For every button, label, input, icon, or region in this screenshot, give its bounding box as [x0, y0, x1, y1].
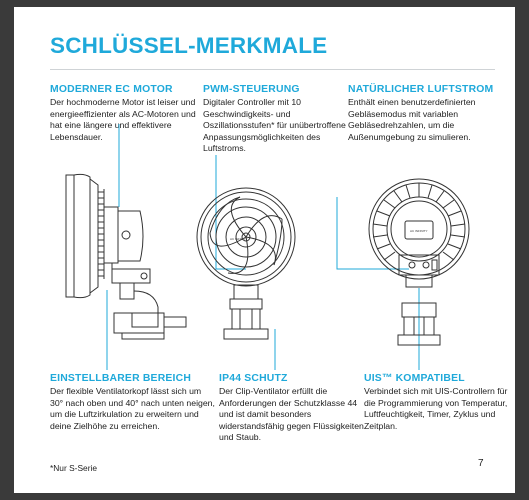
feature-uis-compatible — [364, 373, 509, 432]
feature-body: Digitaler Controller mit 10 Geschwindigkeits- und Oszillationsstufen* für unübertroffene Anpassungsmöglichkeiten des Luftstroms. — [203, 97, 346, 154]
feature-heading: EINSTELLBARER BEREICH — [50, 373, 192, 384]
feature-body: Der flexible Ventilatorkopf lässt sich um 30° nach oben und 40° nach unten neigen, um die Luftzirkulation zu erweitern und deine Zielhöhe zu erreichen. — [50, 386, 215, 431]
feature-body: Enthält einen benutzerdefinierten Gebläsemodus mit variablen Gebläsedrehzahlen, um die Außenumgebung zu simulieren. — [348, 97, 476, 142]
feature-heading: IP44 SCHUTZ — [219, 373, 288, 384]
feature-heading: PWM-STEUERUNG — [203, 84, 300, 95]
fan-front-view — [197, 188, 295, 339]
brand-mark: AC INFINITY — [230, 237, 248, 241]
feature-body: Der hochmoderne Motor ist leiser und energieeffizienter als AC-Motoren und hat eine längere und effektivere Lebensdauer. — [50, 97, 196, 142]
fan-side-view — [66, 174, 186, 339]
manual-page — [14, 7, 515, 493]
feature-adjustable-range — [50, 373, 215, 432]
feature-ip44-protection — [219, 373, 374, 444]
brand-mark-rear: AC INFINITY — [410, 229, 428, 233]
footnote: *Nur S-Serie — [50, 463, 98, 473]
feature-body: Der Clip-Ventilator erfüllt die Anforderungen der Schutzklasse 44 und ist damit besonders widerstandsfähig gegen Flüssigkeiten und Staub. — [219, 386, 364, 443]
page-number: 7 — [478, 458, 484, 469]
feature-body: Verbindet sich mit UIS-Controllern für die Programmierung von Temperatur, Luftfeuchtigkeit, Timer, Zyklus und Zeitplan. — [364, 386, 508, 431]
feature-heading: NATÜRLICHER LUFTSTROM — [348, 84, 494, 95]
feature-heading: MODERNER EC MOTOR — [50, 84, 173, 95]
page-title: SCHLÜSSEL-MERKMALE — [50, 33, 328, 58]
feature-heading: UIS™ KOMPATIBEL — [364, 373, 465, 384]
